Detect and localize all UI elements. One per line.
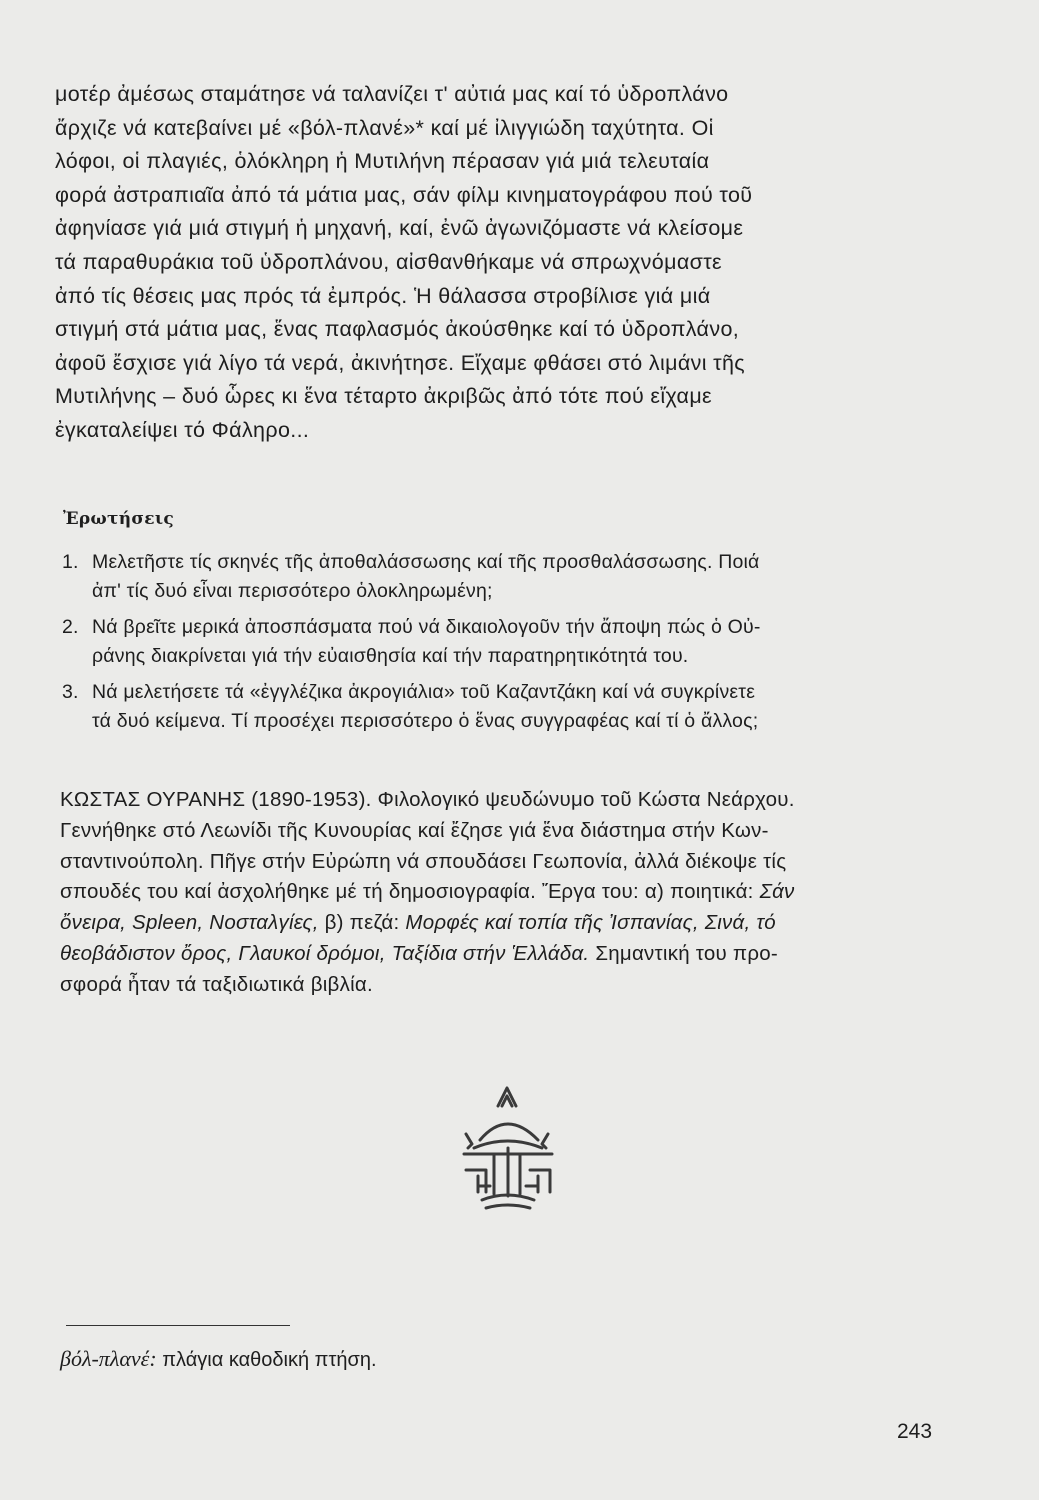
page-number: 243 <box>897 1420 933 1443</box>
narrative-line: τά παραθυράκια τοῦ ὑδροπλάνου, αἰσθανθήκαμε νά σπρωχνόμαστε <box>55 249 722 274</box>
bio-line: Γεννήθηκε στό Λεωνίδι τῆς Κυνουρίας καί ἔζησε γιά ἕνα διάστημα στήν Κων- <box>60 818 769 842</box>
narrative-line: ἐγκαταλείψει τό Φάληρο... <box>55 417 310 442</box>
bio-line: σφορά ἦταν τά ταξιδιωτικά βιβλία. <box>60 972 373 996</box>
question-text: ἀπ' τίς δυό εἶναι περισσότερο ὁλοκληρωμένη; <box>92 580 493 602</box>
footnote-term: βόλ-πλανέ: <box>60 1346 157 1371</box>
questions-heading: Ἐρωτήσεις <box>63 509 175 529</box>
footnote-divider <box>66 1325 290 1326</box>
narrative-line: φορά ἀστραπιαῖα ἀπό τά μάτια μας, σάν φίλμ κινηματογράφου πού τοῦ <box>55 182 753 207</box>
bio-text: σπουδές του καί ἀσχολήθηκε μέ τή δημοσιογραφία. Ἔργα του: α) ποιητικά: <box>60 880 760 904</box>
author-biography <box>60 785 928 1001</box>
narrative-line: στιγμή στά μάτια μας, ἕνας παφλασμός ἀκούσθηκε καί τό ὑδροπλάνο, <box>55 317 740 342</box>
narrative-line: λόφοι, οἱ πλαγιές, ὁλόκληρη ἡ Μυτιλήνη πέρασαν γιά μιά τελευταία <box>55 149 710 174</box>
bio-line: ΚΩΣΤΑΣ ΟΥΡΑΝΗΣ (1890-1953). Φιλολογικό ψευδώνυμο τοῦ Κώστα Νεάρχου. <box>60 788 795 811</box>
work-title: Σάν <box>759 880 795 904</box>
footnote-definition: πλάγια καθοδική πτήση. <box>156 1349 377 1371</box>
bio-text: Σημαντική του προ- <box>589 941 778 965</box>
question-text: Μελετῆστε τίς σκηνές τῆς ἀποθαλάσσωσης καί τῆς προσθαλάσσωσης. Ποιά <box>92 551 760 573</box>
bio-line <box>60 939 928 970</box>
question-text: Νά μελετήσετε τά «ἐγγλέζικα ἀκρογιάλια» τοῦ Καζαντζάκη καί νά συγκρίνετε <box>92 681 756 703</box>
bio-text: β) πεζά: <box>318 911 406 935</box>
question-item <box>62 548 932 606</box>
question-text: ράνης διακρίνεται γιά τήν εὐαισθησία καί τήν παρατηρητικότητά του. <box>92 645 689 667</box>
narrative-passage <box>55 78 923 448</box>
question-item <box>62 678 932 736</box>
bio-line: σταντινούπολη. Πῆγε στήν Εὐρώπη νά σπουδάσει Γεωπονία, ἀλλά διέκοψε τίς <box>60 849 787 873</box>
work-title: ὄνειρα, Spleen, Νοσταλγίες, <box>60 911 319 935</box>
footnote <box>60 1346 377 1372</box>
question-text: Νά βρεῖτε μερικά ἀποσπάσματα πού νά δικαιολογοῦν τήν ἄποψη πώς ὁ Οὐ- <box>92 616 761 638</box>
narrative-line: ἀφηνίασε γιά μιά στιγμή ἡ μηχανή, καί, ἐνῶ ἀγωνιζόμαστε νά κλείσομε <box>55 216 744 241</box>
question-number: 2. <box>62 616 79 638</box>
bio-line <box>60 877 928 908</box>
bio-line <box>60 908 928 939</box>
narrative-line: ἀπό τίς θέσεις μας πρός τά ἐμπρός. Ἡ θάλασσα στροβίλισε γιά μιά <box>55 283 711 308</box>
question-text: τά δυό κείμενα. Τί προσέχει περισσότερο ὁ ἕνας συγγραφέας καί τί ὁ ἄλλος; <box>92 710 759 732</box>
narrative-line: ἀφοῦ ἔσχισε γιά λίγο τά νερά, ἀκινήτησε. Εἴχαμε φθάσει στό λιμάνι τῆς <box>55 350 746 375</box>
work-title: Μορφές καί τοπία τῆς Ἰσπανίας, Σινά, τό <box>405 911 776 935</box>
narrative-line: ἄρχιζε νά κατεβαίνει μέ «βόλ-πλανέ»* καί μέ ἰλιγγιώδη ταχύτητα. Οἱ <box>55 115 714 140</box>
work-title: θεοβάδιστον ὄρος, Γλαυκοί δρόμοι, Ταξίδια στήν Ἑλλάδα. <box>60 941 590 965</box>
narrative-line: Μυτιλήνης – δυό ὧρες κι ἕνα τέταρτο ἀκριβῶς ἀπό τότε πού εἴχαμε <box>55 384 712 409</box>
questions-list <box>62 548 932 743</box>
decorative-ornament-icon <box>458 1082 574 1222</box>
question-number: 1. <box>62 551 79 573</box>
question-item <box>62 613 932 671</box>
narrative-line: μοτέρ ἀμέσως σταμάτησε νά ταλανίζει τ' αὐτιά μας καί τό ὑδροπλάνο <box>55 82 729 106</box>
question-number: 3. <box>62 681 79 703</box>
